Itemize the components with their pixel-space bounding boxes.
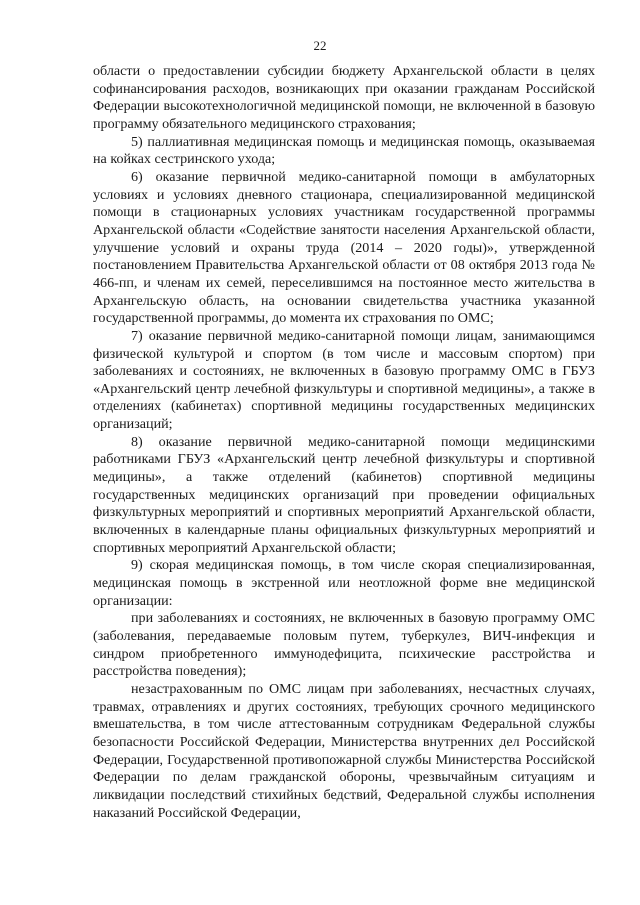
paragraph-item-9-diseases: при заболеваниях и состояниях, не включенных в базовую программу ОМС (заболевания, передаваемые половым путем, туберкулез, ВИЧ-инфекция и синдром приобретенного иммунодефицита, психические расстройства и расстройства поведения);	[93, 610, 595, 680]
paragraph-item-9: 9) скорая медицинская помощь, в том числе скорая специализированная, медицинская помощь в экстренной или неотложной форме вне медицинской организации:	[93, 557, 595, 609]
document-body	[93, 63, 595, 822]
paragraph-item-6: 6) оказание первичной медико-санитарной помощи в амбулаторных условиях и условиях дневного стационара, специализированной медицинской помощи в стационарных условиях участникам государственной программы Архангельской области «Содействие занятости населения Архангельской области, улучшение условий и охраны труда (2014 – 2020 годы)», утвержденной постановлением Правительства Архангельской области от 08 октября 2013 года № 466-пп, и членам их семей, переселившимся на постоянное место жительства в Архангельскую область, на основании свидетельства участника указанной государственной программы, до момента их страхования по ОМС;	[93, 168, 595, 327]
paragraph-item-5: 5) паллиативная медицинская помощь и медицинская помощь, оказываемая на койках сестринского ухода;	[93, 133, 595, 168]
paragraph-item-7: 7) оказание первичной медико-санитарной помощи лицам, занимающимся физической культурой и спортом (в том числе и массовым спортом) при заболеваниях и состояниях, не включенных в базовую программу ОМС в ГБУЗ «Архангельский центр лечебной физкультуры и спортивной медицины», а также в отделениях (кабинетах) спортивной медицины государственных медицинских организаций;	[93, 327, 595, 433]
paragraph-subsidy-continuation: области о предоставлении субсидии бюджету Архангельской области в целях софинансирования расходов, возникающих при оказании гражданам Российской Федерации высокотехнологичной медицинской помощи, не включенной в базовую программу обязательного медицинского страхования;	[93, 63, 595, 132]
paragraph-item-8: 8) оказание первичной медико-санитарной помощи медицинскими работниками ГБУЗ «Архангельский центр лечебной физкультуры и спортивной медицины», а также отделений (кабинетов) спортивной медицины государственных медицинских организаций при проведении официальных физкультурных мероприятий и спортивных мероприятий Архангельской области, включенных в календарные планы официальных физкультурных мероприятий и спортивных мероприятий Архангельской области;	[93, 433, 595, 556]
page-number: 22	[313, 38, 327, 53]
paragraph-item-9-uninsured: незастрахованным по ОМС лицам при заболеваниях, несчастных случаях, травмах, отравлениях и других состояниях, требующих срочного медицинского вмешательства, в том числе аттестованным сотрудникам Федеральной службы безопасности Российской Федерации, Министерства внутренних дел Российской Федерации, Государственной противопожарной службы Министерства Российской Федерации по делам гражданской обороны, чрезвычайным ситуациям и ликвидации последствий стихийных бедствий, Федеральной службы исполнения наказаний Российской Федерации,	[93, 680, 595, 821]
